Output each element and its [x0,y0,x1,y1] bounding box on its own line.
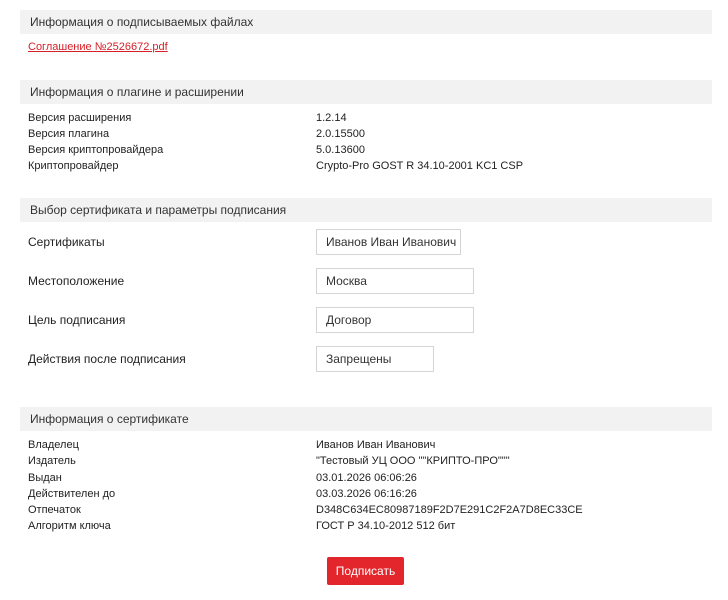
params-section-header: Выбор сертификата и параметры подписания [20,198,712,222]
post-sign-actions-label: Действия после подписания [28,352,186,366]
extension-version-value: 1.2.14 [316,112,347,124]
plugin-version-value: 2.0.15500 [316,128,365,140]
cryptoprovider-label: Криптопровайдер [28,160,119,172]
owner-value: Иванов Иван Иванович [316,439,436,451]
plugin-version-label: Версия плагина [28,128,110,140]
key-algorithm-value: ГОСТ Р 34.10-2012 512 бит [316,520,456,532]
extension-version-label: Версия расширения [28,112,132,124]
files-section-header: Информация о подписываемых файлах [20,10,712,34]
certificate-label: Сертификаты [28,235,105,249]
thumbprint-value: D348C634EC80987189F2D7E291C2F2A7D8EC33CE [316,504,583,516]
key-algorithm-label: Алгоритм ключа [28,520,111,532]
sign-button[interactable]: Подписать [327,557,404,585]
plugin-section-header: Информация о плагине и расширении [20,80,712,104]
valid-until-value: 03.03.2026 06:16:26 [316,488,417,500]
purpose-input[interactable]: Договор [316,307,474,333]
cryptoprovider-version-label: Версия криптопровайдера [28,144,164,156]
certificate-select[interactable]: Иванов Иван Иванович [316,229,461,255]
location-input[interactable]: Москва [316,268,474,294]
thumbprint-label: Отпечаток [28,504,81,516]
certificate-section-header: Информация о сертификате [20,407,712,431]
owner-label: Владелец [28,439,79,451]
issued-label: Выдан [28,472,62,484]
issuer-value: "Тестовый УЦ ООО ""КРИПТО-ПРО""" [316,455,510,467]
cryptoprovider-version-value: 5.0.13600 [316,144,365,156]
purpose-label: Цель подписания [28,313,126,327]
issuer-label: Издатель [28,455,76,467]
cryptoprovider-value: Crypto-Pro GOST R 34.10-2001 KC1 CSP [316,160,524,172]
agreement-file-link[interactable]: Соглашение №2526672.pdf [28,41,168,53]
valid-until-label: Действителен до [28,488,116,500]
post-sign-actions-select[interactable]: Запрещены [316,346,434,372]
location-label: Местоположение [28,274,125,288]
issued-value: 03.01.2026 06:06:26 [316,472,417,484]
